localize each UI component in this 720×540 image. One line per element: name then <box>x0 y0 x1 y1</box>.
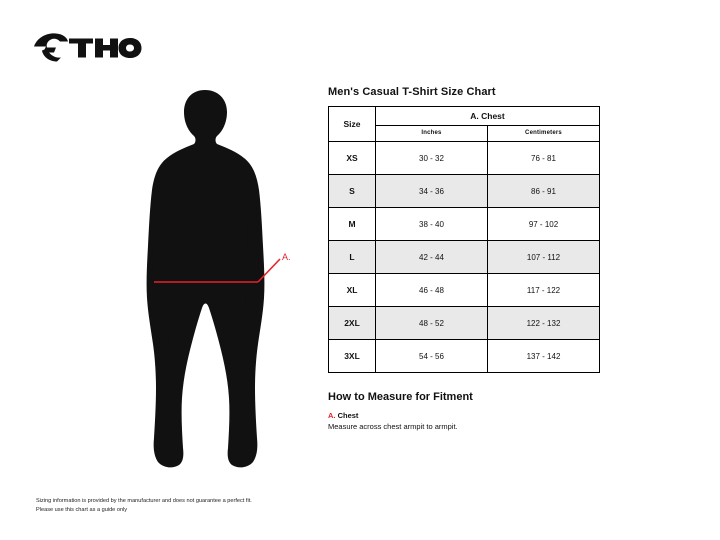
cell-size: 3XL <box>329 340 376 373</box>
cell-centimeters: 117 - 122 <box>488 274 600 307</box>
thor-wordmark <box>69 38 142 58</box>
table-body <box>329 142 600 373</box>
chest-callout-label: A. <box>282 252 291 262</box>
cell-size: 2XL <box>329 307 376 340</box>
cell-centimeters: 137 - 142 <box>488 340 600 373</box>
cell-centimeters: 86 - 91 <box>488 175 600 208</box>
header-unit-inches: Inches <box>376 125 488 141</box>
cell-inches: 42 - 44 <box>376 241 488 274</box>
brand-logo <box>32 30 142 64</box>
thor-helmet-icon <box>34 33 68 61</box>
cell-inches: 54 - 56 <box>376 340 488 373</box>
footer-line-2: Please use this chart as a guide only <box>36 506 128 513</box>
header-unit-centimeters: Centimeters <box>488 125 600 141</box>
table-header-row-1 <box>329 107 600 126</box>
cell-size: L <box>329 241 376 274</box>
cell-size: M <box>329 208 376 241</box>
cell-inches: 46 - 48 <box>376 274 488 307</box>
cell-size: S <box>329 175 376 208</box>
howto-marker: A. <box>328 411 336 420</box>
howto-label: Chest <box>337 411 359 420</box>
size-chart-table <box>328 106 600 373</box>
header-size: Size <box>329 107 376 142</box>
table-row <box>329 340 600 373</box>
cell-centimeters: 97 - 102 <box>488 208 600 241</box>
table-head <box>329 107 600 142</box>
cell-centimeters: 122 - 132 <box>488 307 600 340</box>
header-measurement: A. Chest <box>376 107 600 126</box>
footer-disclaimer <box>36 497 252 514</box>
howto-title: How to Measure for Fitment <box>328 391 473 403</box>
table-row <box>329 274 600 307</box>
table-row <box>329 175 600 208</box>
table-row <box>329 208 600 241</box>
cell-centimeters: 107 - 112 <box>488 241 600 274</box>
table-row <box>329 142 600 175</box>
page-title: Men's Casual T-Shirt Size Chart <box>328 86 496 98</box>
cell-inches: 30 - 32 <box>376 142 488 175</box>
size-chart-panel <box>328 86 678 431</box>
howto-label-line <box>328 411 678 420</box>
table-row <box>329 241 600 274</box>
cell-inches: 38 - 40 <box>376 208 488 241</box>
cell-size: XS <box>329 142 376 175</box>
howto-text: Measure across chest armpit to armpit. <box>328 422 458 431</box>
cell-size: XL <box>329 274 376 307</box>
body-silhouette-figure <box>110 86 300 476</box>
cell-centimeters: 76 - 81 <box>488 142 600 175</box>
table-row <box>329 307 600 340</box>
cell-inches: 34 - 36 <box>376 175 488 208</box>
footer-line-1: Sizing information is provided by the manufacturer and does not guarantee a perfect fit. <box>36 498 252 505</box>
cell-inches: 48 - 52 <box>376 307 488 340</box>
silhouette-shape <box>147 90 265 467</box>
